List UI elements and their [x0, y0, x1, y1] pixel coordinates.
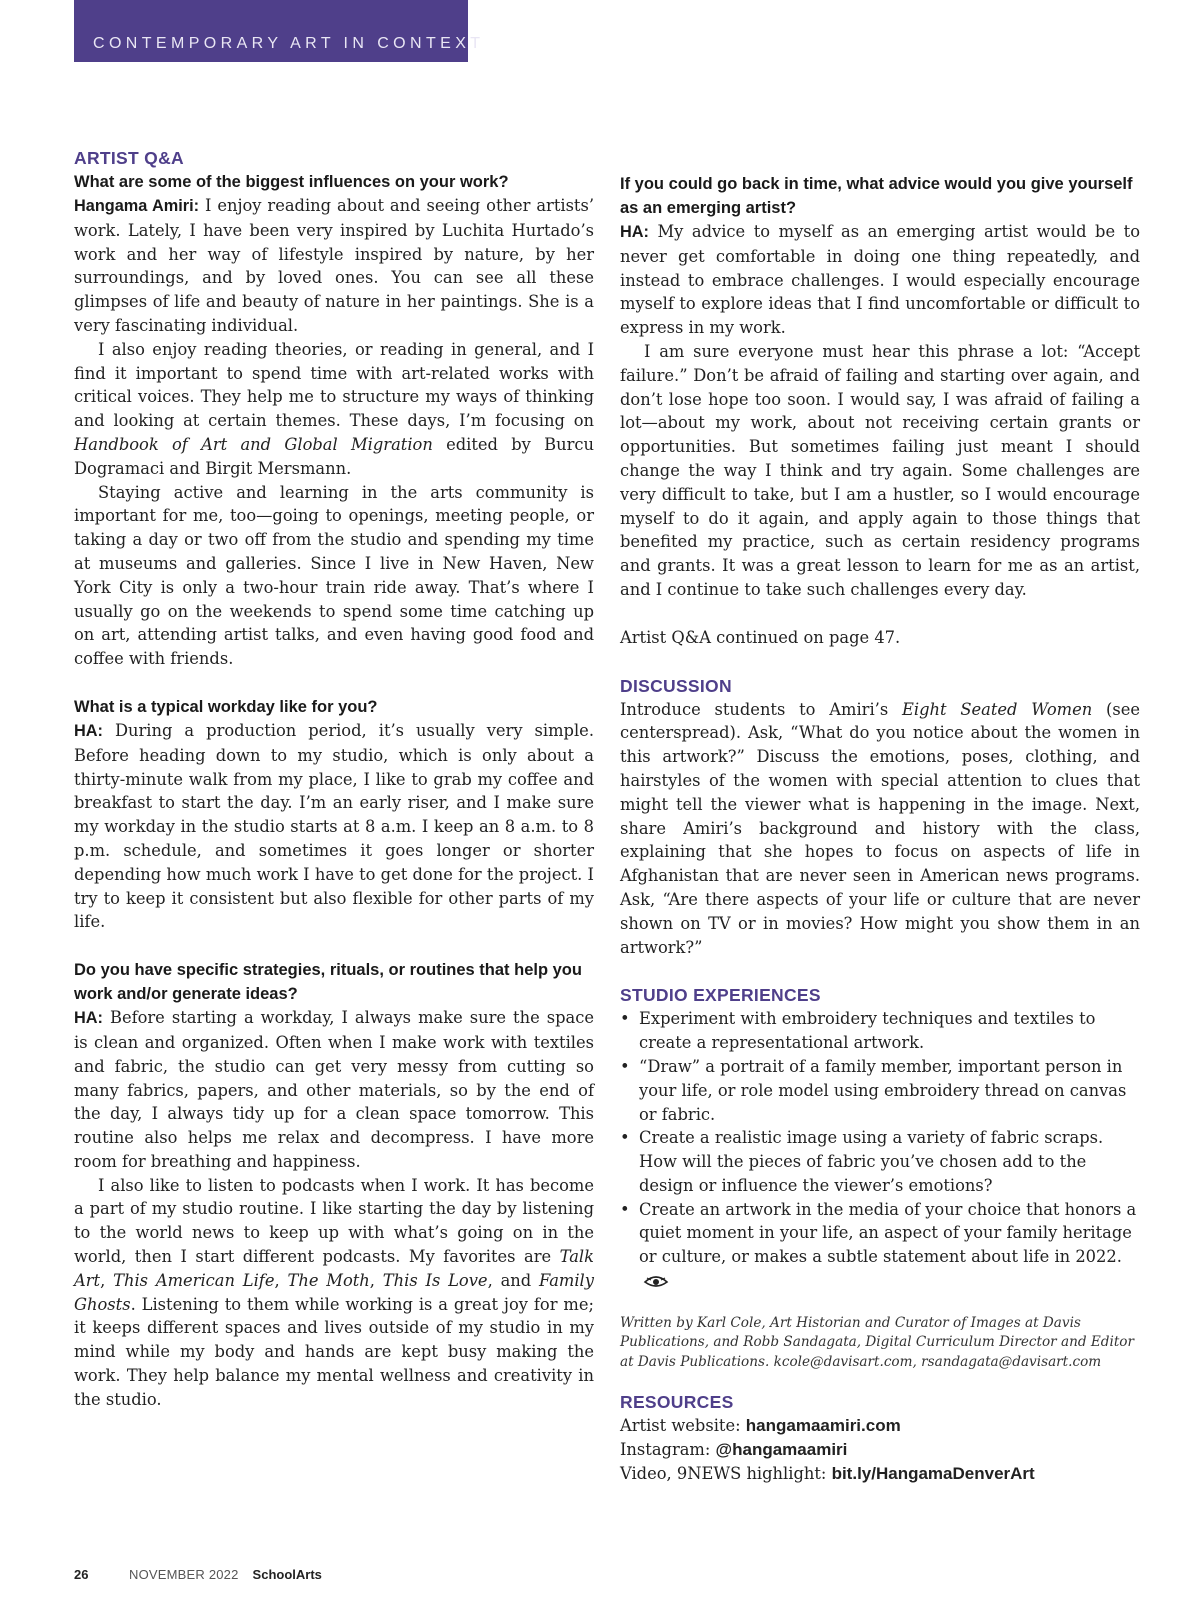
speaker-label: HA: [620, 223, 649, 241]
list-item-text: Experiment with embroidery techniques and textiles to create a representational artwork. [639, 1009, 1096, 1053]
page-number: 26 [74, 1567, 89, 1582]
podcast-title: This American Life [113, 1270, 275, 1290]
separator: , [100, 1270, 114, 1290]
right-column [620, 172, 1140, 1486]
answer-influences-p1 [74, 194, 594, 338]
issue-date: NOVEMBER 2022 [129, 1567, 239, 1582]
podcast-title: Family Ghosts [74, 1270, 594, 1314]
answer-text: edited by Burcu Dogramaci and Birgit Mersmann. [74, 434, 594, 478]
resource-label: Artist website: [620, 1416, 746, 1436]
answer-text: I also enjoy reading theories, or reading in general, and I find it important to spend time with art-related works with critical voices. They help me to structure my ways of thinking and looking at certain themes. These days, I’m focusing on [74, 339, 594, 431]
answer-advice-p2: I am sure everyone must hear this phrase a lot: “Accept failure.” Don’t be afraid of failing and starting over again, and don’t lose hope too soon. I would say, I was afraid of failing a lot—about my work, about not receiving certain grants or opportunities. But sometimes failing just meant I should change the way I think and try again. Some challenges are very difficult to take, but I am a hustler, so I would encourage myself to do it again, and apply again to those things that benefited my practice, such as certain residency programs and grants. It was a great lesson to learn for me as an artist, and I continue to take such challenges every day. [620, 341, 1140, 599]
list-item [620, 1055, 1140, 1126]
page-footer [74, 1567, 322, 1582]
podcast-title: This Is Love [382, 1270, 488, 1290]
resource-label: Instagram: [620, 1440, 716, 1460]
answer-advice-p1 [620, 220, 1140, 340]
section-heading-studio: STUDIO EXPERIENCES [620, 985, 821, 1006]
book-title: Handbook of Art and Global Migration [74, 434, 433, 454]
podcast-title: The Moth [287, 1270, 370, 1290]
question-advice: If you could go back in time, what advice would you give yourself as an emerging artist? [620, 175, 1133, 217]
answer-influences-p2 [74, 338, 594, 481]
answer-text: I also like to listen to podcasts when I work. It has become a part of my studio routine. I like starting the day by listening to the world news to keep up with what’s going on in the world, then I start different podcasts. My favorites are [74, 1175, 594, 1267]
answer-text: I enjoy reading about and seeing other artists’ work. Lately, I have been very inspired by Luchita Hurtado’s work and her way of lifestyle inspired by nature, by her surroundings, and by loved ones. You can see all these glimpses of life and beauty of nature in her paintings. She is a very fascinating individual. [74, 196, 594, 335]
video-link[interactable]: bit.ly/HangamaDenverArt [831, 1463, 1035, 1483]
answer-strategies-p2 [74, 1174, 594, 1412]
question-workday: What is a typical workday like for you? [74, 697, 378, 716]
bullet: • [620, 1128, 630, 1148]
answer-text: My advice to myself as an emerging artist would be to never get comfortable in doing one thing repeatedly, and instead to embrace challenges. I would especially encourage myself to explore ideas that I find uncomfortable or difficult to express in my work. [620, 222, 1140, 338]
separator: , [369, 1270, 383, 1290]
question-influences: What are some of the biggest influences on your work? [74, 173, 509, 191]
list-item [620, 1198, 1140, 1296]
separator: , [274, 1270, 288, 1290]
speaker-label: HA: [74, 1009, 103, 1028]
studio-list [620, 1007, 1140, 1296]
answer-influences-p3: Staying active and learning in the arts community is important for me, too—going to openings, meeting people, or taking a day or two off from the studio and spending my time at museums and galleries. Since I live in New Haven, New York City is only a two-hour train ride away. That’s where I usually go on the weekends to spend some time catching up on art, attending artist talks, and even having good food and coffee with friends. [74, 482, 594, 669]
resource-video [620, 1462, 1140, 1486]
bullet: • [620, 1009, 630, 1029]
section-heading-resources: RESOURCES [620, 1392, 734, 1413]
discussion-text-part: Introduce students to Amiri’s [620, 699, 902, 719]
website-link[interactable]: hangamaamiri.com [745, 1416, 901, 1436]
list-item [620, 1007, 1140, 1055]
section-heading-discussion: DISCUSSION [620, 675, 732, 696]
resource-website [620, 1414, 1140, 1438]
question-strategies: Do you have specific strategies, rituals, or routines that help you work and/or generate ideas? [74, 961, 582, 1004]
instagram-link[interactable]: @hangamaamiri [715, 1440, 848, 1460]
discussion-text [620, 698, 1140, 960]
list-item-text: Create a realistic image using a variety of fabric scraps. How will the pieces of fabric you’ve chosen add to the design or influence the viewer’s emotions? [639, 1128, 1104, 1195]
bullet: • [620, 1056, 630, 1076]
list-item [620, 1126, 1140, 1197]
answer-text: During a production period, it’s usually very simple. Before heading down to my studio, which is only about a thirty-minute walk from my place, I like to grab my coffee and breakfast to start the day. I’m an early riser, and I make sure my workday in the studio starts at 8 a.m. I keep an 8 a.m. to 8 p.m. schedule, and sometimes it goes longer or shorter depending how much work I have to get done for the project. I try to keep it consistent but also flexible for other parts of my life. [74, 720, 594, 932]
continued-note: Artist Q&A continued on page 47. [620, 627, 901, 647]
answer-text: Before starting a workday, I always make sure the space is clean and organized. Often when I make work with textiles and fabric, the studio can get very messy from cutting so many fabrics, papers, and other materials, so by the end of the day, I always tidy up for a clean space tomorrow. This routine also helps me relax and decompress. I have more room for breathing and happiness. [74, 1008, 594, 1171]
answer-workday [74, 719, 594, 934]
discussion-text-part: (see centerspread). Ask, “What do you notice about the women in this artwork?” Discuss the emotions, poses, clothing, and hairstyles of the women with special attention to clues that might tell the viewer what is happening in the image. Next, share Amiri’s background and history with the class, explaining that she hopes to focus on aspects of life in Afghanistan that are never seen in American news programs. Ask, “Are there aspects of your life or culture that are never shown on TV or in movies? How might you show them in an artwork?” [620, 699, 1140, 957]
bullet: • [620, 1199, 630, 1219]
podcast-title: Talk Art [74, 1247, 594, 1290]
answer-strategies-p1 [74, 1006, 594, 1174]
artwork-title: Eight Seated Women [901, 699, 1093, 719]
speaker-label: Hangama Amiri: [74, 197, 200, 215]
eye-icon [643, 1272, 669, 1296]
section-heading-artist-qa: ARTIST Q&A [74, 148, 184, 168]
list-item-text: “Draw” a portrait of a family member, important person in your life, or role model using embroidery thread on canvas or fabric. [639, 1056, 1127, 1124]
magazine-name: SchoolArts [252, 1567, 322, 1582]
section-banner: CONTEMPORARY ART IN CONTEXT [74, 0, 468, 62]
resource-label: Video, 9NEWS highlight: [620, 1463, 832, 1483]
separator: , and [487, 1270, 540, 1290]
answer-text: . Listening to them while working is a great joy for me; it keeps different spaces and lives outside of my studio in my mind while my body and hands are kept busy making the work. They help balance my mental wellness and creativity in the studio. [74, 1294, 594, 1409]
speaker-label: HA: [74, 721, 103, 740]
resource-instagram [620, 1438, 1140, 1462]
author-credit: Written by Karl Cole, Art Historian and Curator of Images at Davis Publications, and Robb Sandagata, Digital Curriculum Director and Editor at Davis Publications. kcole@davisart.com, rsandagata@davisart.com [620, 1314, 1134, 1370]
list-item-text: Create an artwork in the media of your choice that honors a quiet moment in your life, an aspect of your family heritage or culture, or makes a subtle statement about life in 2022. [639, 1199, 1137, 1267]
left-column [74, 146, 594, 1412]
